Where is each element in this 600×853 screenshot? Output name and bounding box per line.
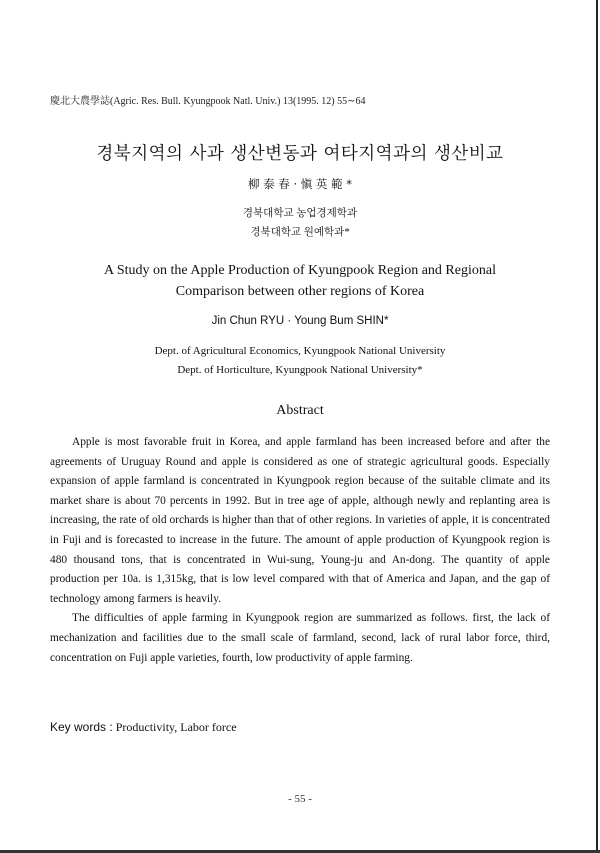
english-affiliation-1: Dept. of Agricultural Economics, Kyungpook National University [154,345,446,357]
abstract-paragraph-1: Apple is most favorable fruit in Korea, and apple farmland has been increased before and after the agreements of Uruguay Round and apple is considered as one of strategic agricultural goods. Especially expansion of apple farmland is concentrated in Kyungpook region because of the suitable climate and its market share is about 70 percents in 1992. But in tree age of apple, although newly and replanting area is increasing, the rate of old orchards is higher than that of other regions. In varieties of apple, it is concentrated in Fuji and is forecasted to increase in the future. The amount of apple production of Kyungpook region is 480 thousand tons, that is concentrated in Wui-sung, Young-ju and An-dong. The quantity of apple production per 10a. is 1,315kg, that is low level compared with that of America and Japan, and the gap of technology among farmers is heavily. [50,436,550,605]
keywords-value: Productivity, Labor force [115,720,237,734]
abstract-heading: Abstract [276,403,324,418]
english-title-line-2: Comparison between other regions of Korea [175,284,425,299]
korean-title: 경북지역의 사과 생산변동과 여타지역과의 생산비교 [96,144,504,164]
english-title-line-1: A Study on the Apple Production of Kyungpook Region and Regional [104,263,496,278]
korean-affiliation-2: 경북대학교 원예학과* [250,227,350,238]
english-authors: Jin Chun RYU · Young Bum SHIN* [211,315,389,327]
abstract-paragraph-2: The difficulties of apple farming in Kyungpook region are summarized as follows. first, the lack of mechanization and facilities due to the small scale of farmland, second, lack of rural labor force, third, concentration on Fuji apple varieties, fourth, low productivity of apple farming. [50,612,550,664]
abstract-body [50,433,550,668]
page-number: - 55 - [288,793,312,805]
korean-affiliation-1: 경북대학교 농업경제학과 [242,208,358,219]
english-affiliation-2: Dept. of Horticulture, Kyungpook National University* [177,364,423,376]
keywords-line [50,720,237,735]
page-edge-right [596,0,598,853]
journal-citation: 慶北大農學誌(Agric. Res. Bull. Kyungpook Natl. Univ.) 13(1995. 12) 55∼64 [50,96,366,107]
keywords-label: Key words : [50,720,113,734]
korean-authors: 柳 泰 春 · 愼 英 範 * [248,177,352,191]
